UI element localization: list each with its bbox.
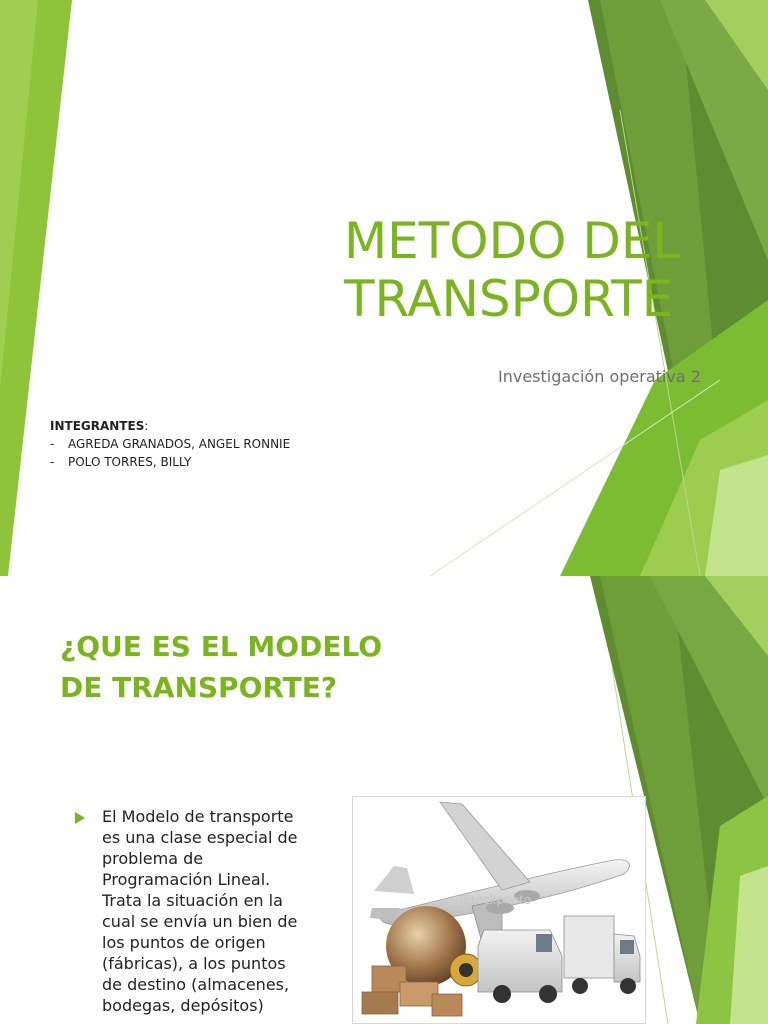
slide-title	[344, 212, 744, 328]
member-name: AGREDA GRANADOS, ANGEL RONNIE	[68, 437, 291, 451]
members-label: INTEGRANTES	[50, 419, 145, 433]
bullet-line: de destino (almacenes,	[102, 975, 290, 994]
member-item	[50, 435, 290, 453]
title-line: ¿QUE ES EL MODELO	[60, 630, 383, 663]
member-bullet: -	[50, 455, 55, 469]
title-line: METODO DEL	[344, 212, 681, 270]
van-graphic	[478, 930, 562, 1003]
transport-image	[352, 796, 646, 1024]
member-item	[50, 453, 290, 471]
bullet-line: es una clase especial de	[102, 828, 298, 847]
slide-title	[60, 626, 480, 708]
bullet-text	[102, 806, 320, 1016]
content-slide	[0, 576, 768, 1024]
image-watermark: iStockphoto	[460, 893, 532, 907]
title-line: TRANSPORTE	[344, 270, 674, 328]
bullet-line: cual se envía un bien de	[102, 912, 298, 931]
bullet-line: Trata la situación en la	[102, 891, 283, 910]
members-heading	[50, 417, 290, 435]
members-colon: :	[144, 419, 149, 433]
bullet-line: los puntos de origen	[102, 933, 266, 952]
member-bullet: -	[50, 437, 55, 451]
bullet-line: problema de	[102, 849, 204, 868]
bullet-line: bodegas, depósitos)	[102, 996, 264, 1015]
bullet-item	[75, 806, 320, 1016]
triangle-bullet-icon	[75, 812, 85, 824]
bullet-line: Programación Lineal.	[102, 870, 271, 889]
bullet-line: El Modelo de transporte	[102, 807, 294, 826]
member-name: POLO TORRES, BILLY	[68, 455, 192, 469]
members-list	[50, 417, 290, 471]
bullet-line: (fábricas), a los puntos	[102, 954, 286, 973]
title-line: DE TRANSPORTE?	[60, 671, 338, 704]
slide-subtitle: Investigación operativa 2	[498, 367, 701, 386]
